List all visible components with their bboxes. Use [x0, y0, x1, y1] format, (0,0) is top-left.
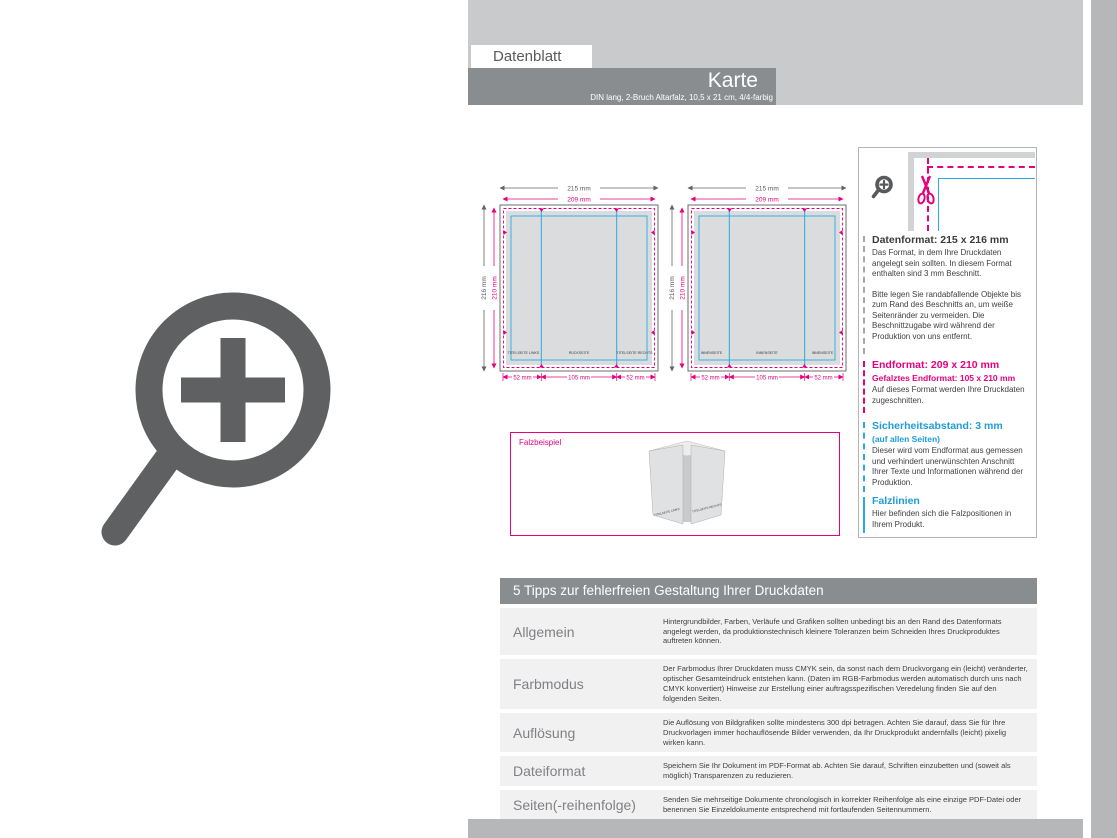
section-text: Dieser wird vom Endformat aus gemessen und verhindert unerwünschten Anschnitt Ihrer Texte und Informationen während der Produktion.	[872, 446, 1024, 487]
dim-panel: 105 mm	[568, 375, 590, 382]
fold-example-box	[510, 432, 840, 536]
zoom-plus-icon[interactable]	[868, 173, 898, 203]
panel-label: TITELSEITE LINKS	[507, 351, 540, 355]
table-row	[500, 608, 1037, 655]
legend-line-falzlinien	[863, 497, 865, 533]
legend-line-sicherheitsabstand	[863, 422, 865, 492]
bleed-preview	[908, 152, 1035, 231]
table-row	[500, 713, 1037, 752]
tips-table	[500, 578, 1037, 820]
section-text: Auf dieses Format werden Ihre Druckdaten zugeschnitten.	[872, 385, 1025, 405]
dim-width-outer: 215 mm	[755, 185, 779, 193]
dim-panel: 52 mm	[701, 375, 720, 382]
section-heading: Sicherheitsabstand: 3 mm	[872, 420, 1003, 432]
fold-example-label: Falzbeispiel	[519, 438, 562, 447]
page-subtitle: DIN lang, 2-Bruch Altarfalz, 10,5 x 21 cm, 4/4-farbig	[590, 93, 773, 102]
row-label: Auflösung	[513, 724, 576, 741]
row-text: Speichern Sie Ihr Dokument im PDF-Format ab. Achten Sie darauf, Schriften einzubetten und (soweit als möglich) Transparenzen zu reduzieren.	[663, 761, 1011, 781]
table-row	[500, 756, 1037, 786]
section-endformat	[872, 359, 1031, 416]
zoom-plus-icon[interactable]	[85, 270, 365, 560]
panel-label: INNENSEITE	[756, 351, 778, 355]
format-info-panel	[858, 147, 1037, 538]
section-text: Hier befinden sich die Falzpositionen in Ihrem Produkt.	[872, 509, 1012, 529]
page-title: Karte	[707, 69, 758, 92]
row-label: Farbmodus	[513, 676, 584, 692]
section-heading: Endformat: 209 x 210 mm	[872, 359, 1000, 371]
legend-line-datenformat	[863, 236, 865, 354]
section-heading: Datenformat: 215 x 216 mm	[872, 234, 1009, 246]
dim-width-outer: 215 mm	[567, 185, 591, 193]
panel-label: INNENSEITE	[700, 351, 723, 355]
panel-label: TITELSEITE RECHTS	[616, 351, 653, 355]
row-text: Senden Sie mehrseitige Dokumente chronologisch in korrekter Reihenfolge als eine einzige PDF-Datei oder benennen Sie Einzeldokumente entsprechend mit fortlaufenden Seitennummern.	[663, 795, 1022, 814]
row-label: Seiten(-reihenfolge)	[513, 796, 636, 813]
section-text: Bitte legen Sie randabfallende Objekte bis zum Rand des Beschnitts an, um weiße Seitenränder zu vermeiden. Die Beschnittzugabe wird während der Produktion von uns entfernt.	[872, 289, 1021, 341]
section-sicherheitsabstand	[872, 420, 1031, 498]
section-subheading: Gefalztes Endformat: 105 x 210 mm	[872, 373, 1016, 383]
table-row	[500, 659, 1037, 709]
row-label: Allgemein	[513, 623, 575, 640]
dim-width-inner: 209 mm	[567, 196, 591, 204]
dim-panel: 52 mm	[513, 375, 532, 382]
tips-title: 5 Tipps zur fehlerfreien Gestaltung Ihrer Druckdaten	[500, 578, 1037, 604]
row-label: Dateiformat	[513, 763, 586, 780]
table-row	[500, 790, 1037, 820]
dim-panel: 52 mm	[814, 375, 833, 382]
row-text: Der Farbmodus Ihrer Druckdaten muss CMYK sein, da sonst nach dem Druckvorgang ein (leicht) veränderter, optischer Gesamteindruck entstehen kann. (Daten im RGB-Farbmodus werden automatisch durch uns nach CMYK konvertiert) Hinweise zur Erstellung einer auftragsspezifischen Veredelung finden Sie auf den folgenden Seiten.	[663, 664, 1028, 703]
dim-height-outer: 216 mm	[481, 276, 488, 300]
dim-panel: 105 mm	[756, 375, 778, 382]
right-edge-strip	[1091, 0, 1117, 838]
bleed-line-horizontal	[927, 166, 1035, 168]
dim-height-outer: 216 mm	[669, 276, 676, 300]
dim-height-inner: 210 mm	[491, 276, 499, 300]
datenblatt-tab: Datenblatt	[471, 45, 592, 69]
fold-diagram-outside	[478, 180, 662, 385]
dim-height-inner: 210 mm	[679, 276, 687, 300]
section-datenformat	[872, 234, 1031, 352]
flap-label: TITELSEITE LINKS	[653, 506, 681, 518]
folded-card-illustration	[629, 438, 741, 532]
section-text: Das Format, in dem Ihre Druckdaten angelegt sein sollten. In diesem Format enthalten sind 3 mm Beschnitt.	[872, 248, 1012, 278]
row-text: Die Auflösung von Bildgrafiken sollte mindestens 300 dpi betragen. Achten Sie darauf, dass Sie für Ihre Druckvorlagen immer hochauflösende Bilder verwenden, da Ihr Druckprodukt andernfalls (leicht) pixelig wirken kann.	[663, 718, 1007, 747]
section-subheading: (auf allen Seiten)	[872, 434, 941, 444]
footer-band	[468, 819, 1083, 838]
panel-label: INNENSEITE	[811, 351, 834, 355]
section-falzlinien	[872, 495, 1031, 540]
fold-diagram-inside	[666, 180, 850, 385]
safety-line-vertical	[938, 178, 939, 231]
scissors-icon	[916, 175, 936, 207]
section-heading: Falzlinien	[872, 495, 920, 507]
safety-line-horizontal	[938, 178, 1035, 179]
panel-label: RÜCKSEITE	[568, 351, 590, 355]
dim-width-inner: 209 mm	[755, 196, 779, 204]
dim-panel: 52 mm	[626, 375, 645, 382]
legend-line-endformat	[863, 361, 865, 413]
row-text: Hintergrundbilder, Farben, Verläufe und Grafiken sollten unbedingt bis an den Rand des Datenformats angelegt werden, da produktionstechnisch kleinere Toleranzen beim Schneiden Ihres Druckproduktes auftreten können.	[663, 616, 1002, 646]
flap-label: TITELSEITE RECHTS	[691, 502, 722, 514]
title-bar	[468, 68, 776, 105]
